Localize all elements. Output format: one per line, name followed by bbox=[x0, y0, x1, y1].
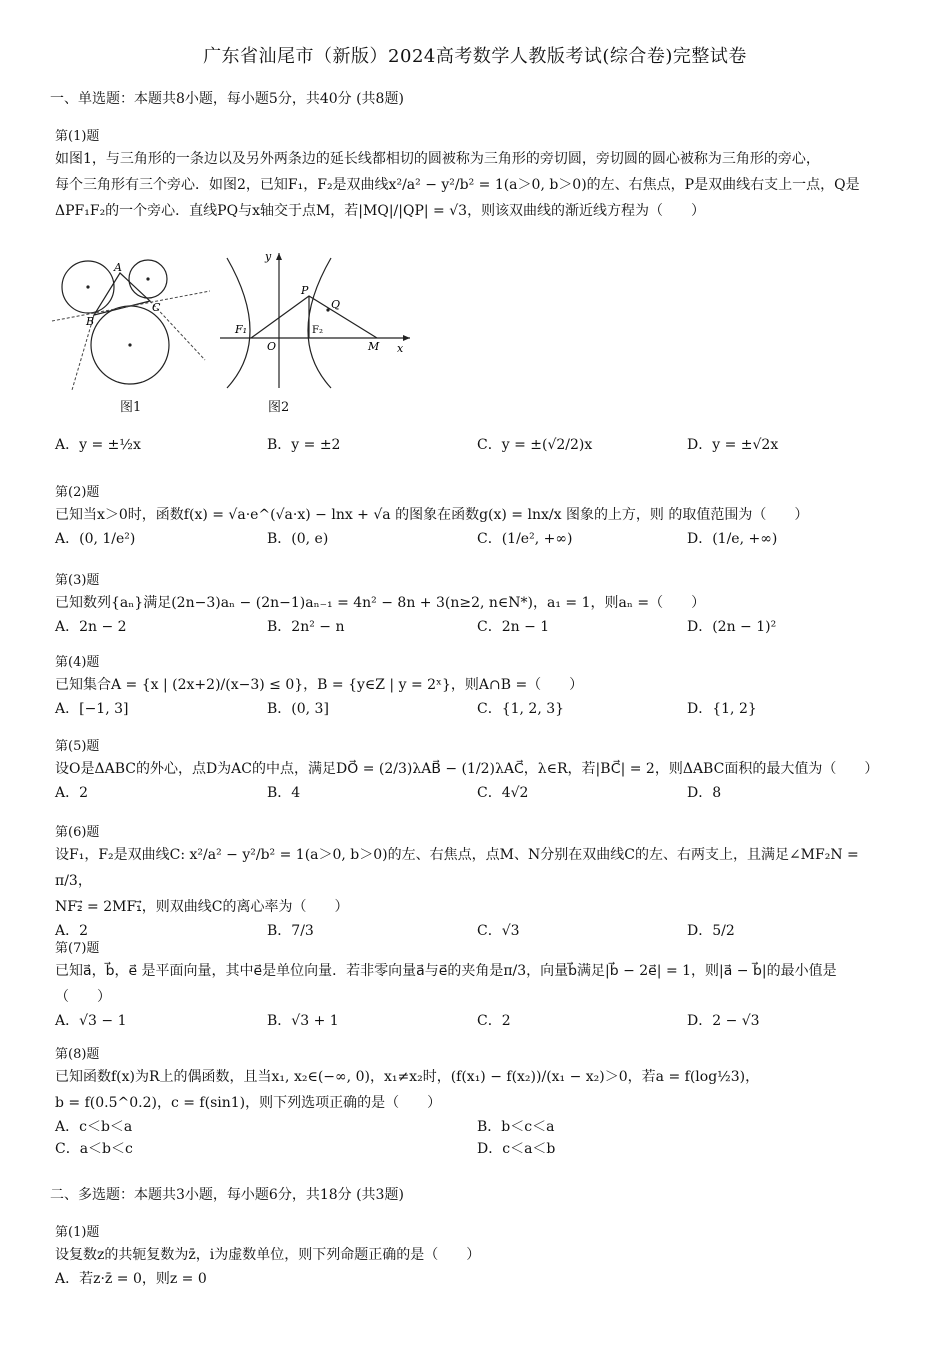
section-heading-single: 一、单选题：本题共8小题，每小题5分，共40分 (共8题) bbox=[50, 91, 404, 107]
question-number: 第(7)题 bbox=[55, 941, 100, 956]
option-a[interactable]: A．2n − 2 bbox=[55, 619, 127, 635]
question-stem-line: 已知函数f(x)为R上的偶函数，且当x₁, x₂∈(−∞, 0)，x₁≠x₂时，(f(x₁) − f(x₂))/(x₁ − x₂)＞0，若a = f(log½3)， bbox=[55, 1069, 760, 1085]
label-A: A bbox=[114, 261, 122, 274]
option-d[interactable]: D．y = ±√2x bbox=[687, 437, 779, 453]
question-stem-line: 已知集合A = {x | (2x+2)/(x−3) ≤ 0}，B = {y∈Z | y = 2ˣ}，则A∩B =（ ） bbox=[55, 677, 584, 693]
question-stem-line: 已知a⃗，b⃗，e⃗ 是平面向量，其中e⃗是单位向量．若非零向量a⃗与e⃗的夹角是π/3，向量b⃗满足|b⃗ − 2e⃗| = 1，则|a⃗ − b⃗|的最小值是 bbox=[55, 963, 837, 979]
question-stem-line: 如图1，与三角形的一条边以及另外两条边的延长线都相切的圆被称为三角形的旁切圆，旁切圆的圆心被称为三角形的旁心， bbox=[55, 151, 820, 167]
option-d[interactable]: D．2 − √3 bbox=[687, 1013, 760, 1029]
question-stem-line: ΔPF₁F₂的一个旁心．直线PQ与x轴交于点M，若|MQ|/|QP| = √3，则该双曲线的渐近线方程为（ ） bbox=[55, 203, 706, 219]
option-a[interactable]: A．2 bbox=[55, 785, 89, 801]
label-Q: Q bbox=[331, 298, 341, 311]
option-d[interactable]: D．c＜a＜b bbox=[477, 1141, 556, 1157]
label-y-axis: y bbox=[265, 250, 272, 263]
question-3 bbox=[55, 572, 895, 642]
figure-2-caption: 图2 bbox=[268, 400, 290, 415]
option-d[interactable]: D．(2n − 1)² bbox=[687, 619, 777, 635]
question-number: 第(3)题 bbox=[55, 573, 100, 588]
figure-2-hyperbola bbox=[215, 248, 415, 393]
option-a[interactable]: A．y = ±½x bbox=[55, 437, 141, 453]
label-P: P bbox=[301, 284, 309, 297]
question-number: 第(5)题 bbox=[55, 739, 100, 754]
option-b[interactable]: B．y = ±2 bbox=[267, 437, 341, 453]
option-c[interactable]: C．{1, 2, 3} bbox=[477, 701, 565, 717]
question-number: 第(8)题 bbox=[55, 1047, 100, 1062]
option-c[interactable]: C．2n − 1 bbox=[477, 619, 550, 635]
options-q1 bbox=[55, 434, 895, 460]
option-a[interactable]: A．c＜b＜a bbox=[55, 1119, 133, 1135]
multi-question-1 bbox=[55, 1224, 895, 1294]
option-c[interactable]: C．√3 bbox=[477, 923, 520, 939]
option-d[interactable]: D．5/2 bbox=[687, 923, 735, 939]
figure-1-excircle bbox=[50, 255, 210, 390]
question-stem-line: NF₂⃗ = 2MF₁⃗，则双曲线C的离心率为（ ） bbox=[55, 899, 349, 915]
option-c[interactable]: C．a＜b＜c bbox=[55, 1141, 133, 1157]
question-number: 第(1)题 bbox=[55, 129, 100, 144]
option-b[interactable]: B．7/3 bbox=[267, 923, 314, 939]
label-M: M bbox=[368, 340, 380, 353]
question-stem-line: 已知数列{aₙ}满足(2n−3)aₙ − (2n−1)aₙ₋₁ = 4n² − 8n + 3(n≥2, n∈N*)，a₁ = 1，则aₙ =（ ） bbox=[55, 595, 706, 611]
question-2 bbox=[55, 484, 895, 554]
question-number: 第(2)题 bbox=[55, 485, 100, 500]
question-stem-line: 设F₁，F₂是双曲线C: x²/a² − y²/b² = 1(a＞0, b＞0)的左、右焦点，点M、N分别在双曲线C的左、右两支上，且满足∠MF₂N = π/3， bbox=[55, 847, 859, 889]
option-a[interactable]: A．2 bbox=[55, 923, 89, 939]
option-d[interactable]: D．8 bbox=[687, 785, 722, 801]
hyperbola-right-branch bbox=[308, 258, 331, 388]
question-stem-line: 设O是ΔABC的外心，点D为AC的中点，满足DO⃗ = (2/3)λAB⃗ − (1/2)λAC⃗，λ∈R，若|BC⃗| = 2，则ΔABC面积的最大值为（ ） bbox=[55, 761, 879, 777]
option-c[interactable]: C．y = ±(√2/2)x bbox=[477, 437, 593, 453]
question-8 bbox=[55, 1046, 895, 1160]
option-b[interactable]: B．2n² − n bbox=[267, 619, 345, 635]
figure-1-caption: 图1 bbox=[120, 400, 142, 415]
option-c[interactable]: C．2 bbox=[477, 1013, 511, 1029]
page-title: 广东省汕尾市（新版）2024高考数学人教版考试(综合卷)完整试卷 bbox=[203, 46, 747, 67]
question-number: 第(4)题 bbox=[55, 655, 100, 670]
question-stem-line: 设复数z的共轭复数为z̄，i为虚数单位，则下列命题正确的是（ ） bbox=[55, 1247, 481, 1263]
question-stem-line: b = f(0.5^0.2)，c = f(sin1)，则下列选项正确的是（ ） bbox=[55, 1095, 442, 1111]
label-x-axis: x bbox=[397, 342, 404, 355]
option-a[interactable]: A．√3 − 1 bbox=[55, 1013, 127, 1029]
question-stem-line: 每个三角形有三个旁心．如图2，已知F₁，F₂是双曲线x²/a² − y²/b² = 1(a＞0, b＞0)的左、右焦点，P是双曲线右支上一点，Q是 bbox=[55, 177, 860, 193]
question-number: 第(1)题 bbox=[55, 1225, 100, 1240]
question-stem-line: 已知当x＞0时，函数f(x) = √a·e^(√a·x) − lnx + √a 的图象在函数g(x) = lnx/x 图象的上方，则 的取值范围为（ ） bbox=[55, 507, 809, 523]
label-F1: F₁ bbox=[235, 323, 248, 336]
option-b[interactable]: B．4 bbox=[267, 785, 301, 801]
label-F2: F₂ bbox=[312, 325, 323, 336]
option-a[interactable]: A．[−1, 3] bbox=[55, 701, 129, 717]
option-c[interactable]: C．(1/e², +∞) bbox=[477, 531, 573, 547]
option-d[interactable]: D．{1, 2} bbox=[687, 701, 757, 717]
option-b[interactable]: B．√3 + 1 bbox=[267, 1013, 339, 1029]
option-b[interactable]: B．(0, e) bbox=[267, 531, 329, 547]
question-5 bbox=[55, 738, 895, 808]
question-4 bbox=[55, 654, 895, 724]
option-d[interactable]: D．(1/e, +∞) bbox=[687, 531, 778, 547]
question-6 bbox=[55, 824, 895, 946]
section-heading-multi: 二、多选题：本题共3小题，每小题6分，共18分 (共3题) bbox=[50, 1187, 404, 1203]
option-c[interactable]: C．4√2 bbox=[477, 785, 529, 801]
option-b[interactable]: B．b＜c＜a bbox=[477, 1119, 555, 1135]
question-1 bbox=[55, 128, 895, 224]
label-C: C bbox=[152, 301, 161, 314]
option-a[interactable]: A．(0, 1/e²) bbox=[55, 531, 136, 547]
question-7 bbox=[55, 940, 895, 1036]
option-a[interactable]: A．若z·z̄ = 0，则z = 0 bbox=[55, 1271, 207, 1287]
label-O: O bbox=[267, 340, 277, 353]
label-B: B bbox=[86, 315, 95, 328]
question-stem-line: （ ） bbox=[55, 989, 111, 1005]
option-b[interactable]: B．(0, 3] bbox=[267, 701, 329, 717]
question-number: 第(6)题 bbox=[55, 825, 100, 840]
